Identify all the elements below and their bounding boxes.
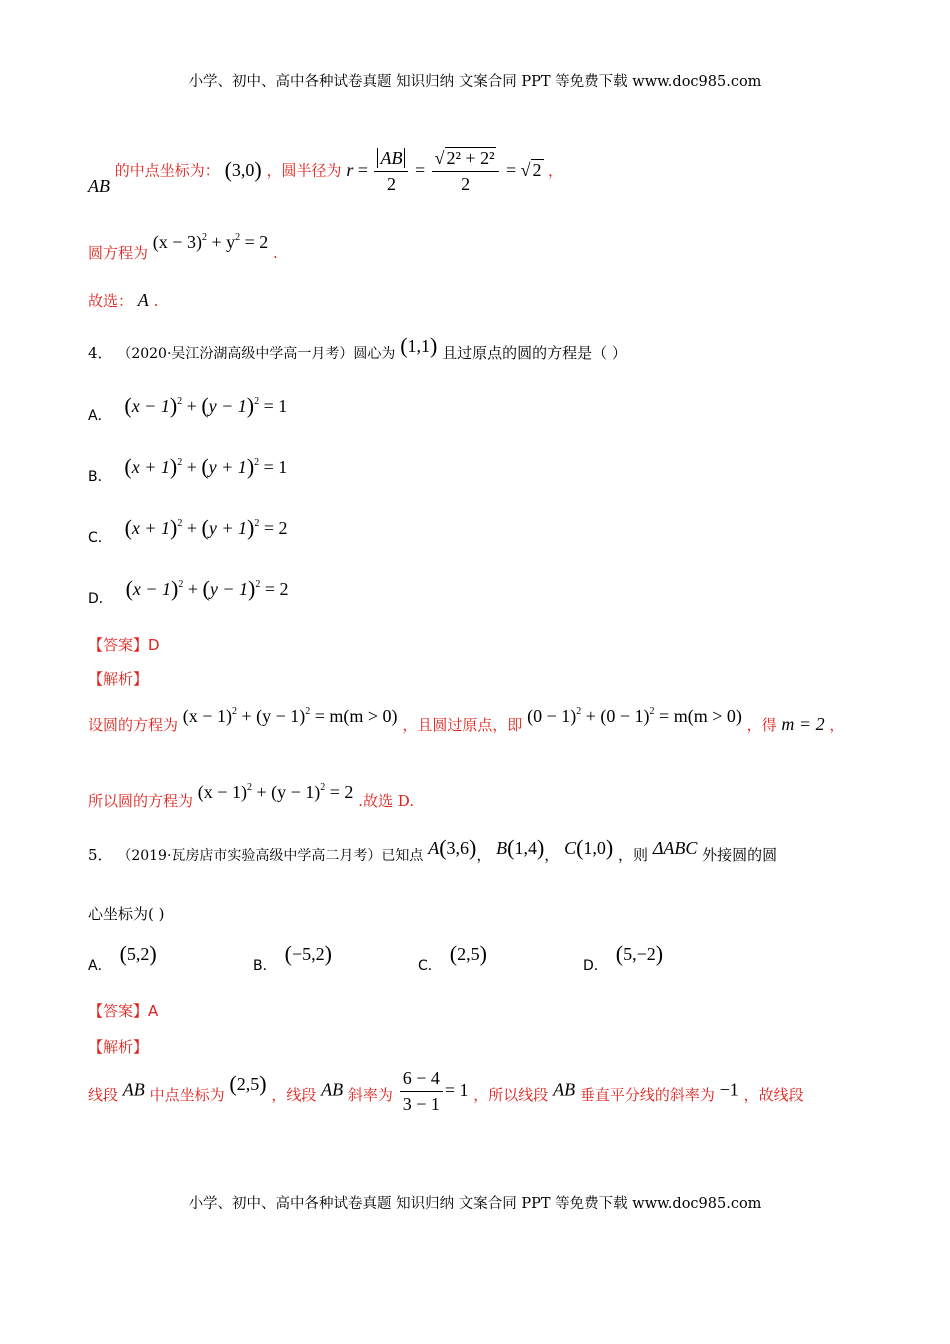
q5-option-a[interactable]: A． (5,2): [88, 941, 157, 974]
q4-option-b[interactable]: B． $(x + 1)^2 + (y + 1)^2 = 1$: [88, 454, 288, 485]
q4-center: (1,1): [400, 333, 438, 358]
q4-option-c[interactable]: C． $(x + 1)^2 + (y + 1)^2 = 2$: [88, 515, 288, 546]
page-header: 小学、初中、高中各种试卷真题 知识归纳 文案合同 PPT 等免费下载 www.doc985.com: [188, 74, 762, 90]
point-a: A(3,6): [428, 835, 477, 860]
point-b: B(1,4): [496, 835, 545, 860]
q4-solution-line2: 所以圆的方程为 $(x - 1)^2 + (y - 1)^2 = 2$ .故选 D.: [88, 782, 414, 810]
page-footer: 小学、初中、高中各种试卷真题 知识归纳 文案合同 PPT 等免费下载 www.doc985.com: [188, 1196, 762, 1212]
ab-label: AB: [88, 175, 110, 196]
midpoint-line: [88, 148, 563, 195]
midpoint-value: (3,0): [224, 156, 262, 182]
circle-equation-line: [88, 232, 278, 262]
choose-line: [88, 290, 158, 311]
radius-text: ，圆半径为: [266, 161, 342, 180]
q4-solution-line1: 设圆的方程为 $(x - 1)^2 + (y - 1)^2 = m(m > 0)$ ，且圆过原点，即 $(0 - 1)^2 + (0 - 1)^2 = m(m > 0)$ ，得 m = 2 ，: [88, 706, 845, 734]
point-c: C(1,0): [564, 835, 614, 860]
q4-number: 4．: [88, 344, 113, 362]
radius-comma: ，: [548, 161, 564, 180]
q5-option-b[interactable]: B． (−5,2): [253, 941, 332, 974]
q4-answer: 【答案】D: [88, 636, 160, 654]
q5-stem-line2: 心坐标为( ): [88, 905, 165, 923]
choose-value: A: [137, 290, 149, 310]
q4-source: （2020·吴江汾湖高级中学高一月考）圆心为: [117, 346, 396, 362]
q4-stem: [88, 333, 627, 364]
q4-analysis-tag: 【解析】: [88, 670, 149, 688]
choose-end: .: [153, 292, 159, 310]
radius-formula: r = $\frac{AB}{2}$ = $\frac{\text{√ 2² + 2²}}{2}$ = √ 2: [346, 148, 542, 194]
triangle-abc: ΔABC: [652, 838, 698, 858]
midpoint-text: 的中点坐标为：: [114, 161, 220, 180]
choose-text: 故选：: [88, 292, 134, 310]
circle-period: .: [273, 244, 278, 262]
q5-option-c[interactable]: C． (2,5): [418, 941, 487, 974]
q5-answer: 【答案】A: [88, 1002, 159, 1020]
circle-text: 圆方程为: [88, 244, 149, 262]
q5-number: 5．: [88, 846, 113, 864]
q4-option-a[interactable]: A． $(x - 1)^2 + (y - 1)^2 = 1$: [88, 393, 288, 424]
q5-option-d[interactable]: D． (5,−2): [583, 941, 664, 974]
q5-analysis-tag: 【解析】: [88, 1038, 149, 1056]
q4-stem-end: 且过原点的圆的方程是（ ）: [442, 344, 627, 362]
circle-equation: $(x - 3)^2 + y^2 = 2$: [152, 232, 269, 252]
q5-stem: 5． （2019·瓦房店市实验高级中学高二月考）已知点 A(3,6)， B(1,4)， C(1,0) ，则 ΔABC 外接圆的圆: [88, 835, 778, 864]
q4-option-d[interactable]: D． $(x - 1)^2 + (y - 1)^2 = 2$: [88, 576, 289, 607]
q5-source: （2019·瓦房店市实验高级中学高二月考）已知点: [117, 848, 424, 864]
q5-solution-line: 线段 AB 中点坐标为 (2,5) ，线段 AB 斜率为 $\frac{6 - 4}{3 - 1}$ = 1 ，所以线段 AB 垂直平分线的斜率为 −1 ，故线段: [88, 1068, 804, 1114]
